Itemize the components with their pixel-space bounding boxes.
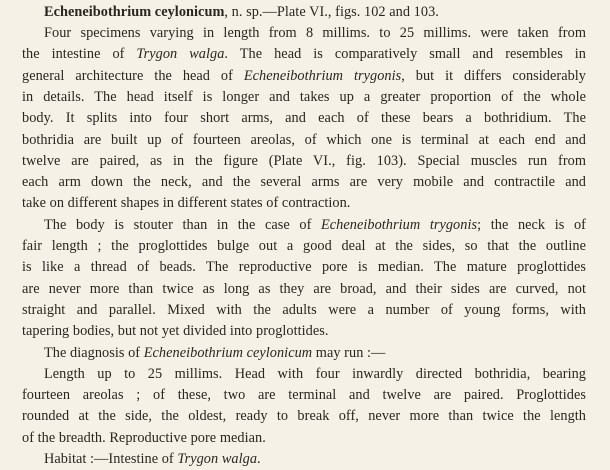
- text-line: [22, 385, 586, 406]
- text-run: The body is stouter than in the case of: [44, 216, 321, 233]
- text-run: body. It splits into four short arms, and each of these bears a bothridium. The: [22, 110, 586, 127]
- text-line: [22, 279, 586, 300]
- text-run: in details. The head itself is longer and takes up a greater proportion of the whole: [22, 88, 586, 105]
- species-name: Echeneibothrium ceylonicum: [44, 4, 225, 20]
- text-line: [22, 321, 329, 342]
- text-run: straight and parallel. Mixed with the adults were a number of young forms, with: [22, 301, 586, 318]
- text-run: are never more than twice as long as they are broad, and their sides are curved, not: [22, 280, 586, 297]
- text-run: general architecture the head of: [22, 67, 244, 84]
- text-run: .: [257, 451, 261, 467]
- text-line: [22, 44, 586, 65]
- heading-plate-reference: , n. sp.—Plate VI., figs. 102 and 103.: [224, 4, 439, 20]
- text-line: [22, 406, 586, 427]
- text-run: The diagnosis of: [44, 344, 144, 361]
- text-line: [44, 343, 385, 364]
- text-run: of the breadth. Reproductive pore median.: [22, 429, 266, 446]
- text-run: each arm down the neck, and the several arms are very mobile and contractile and: [22, 174, 586, 191]
- text-line: [22, 193, 350, 214]
- text-line: [22, 236, 586, 257]
- text-run: is like a thread of beads. The reproductive pore is median. The mature proglottides: [22, 259, 586, 276]
- text-run: may run :—: [312, 344, 386, 361]
- text-line: [44, 364, 586, 385]
- text-line: [22, 108, 586, 129]
- text-line: [44, 449, 261, 470]
- text-line: [22, 66, 586, 87]
- italic-taxon-name: Trygon walga: [177, 451, 258, 467]
- italic-taxon-name: Echeneibothrium trygonis: [243, 67, 402, 84]
- text-run: fair length ; the proglottides bulge out a good deal at the sides, so that the outline: [22, 238, 586, 254]
- text-run: the intestine of: [22, 46, 137, 63]
- text-run: , but it differs considerably: [401, 67, 587, 84]
- text-run: twelve are paired, as in the figure (Plate VI., fig. 103). Special muscles run from: [22, 152, 586, 169]
- italic-taxon-name: Trygon walga: [136, 46, 225, 63]
- text-run: ; the neck is of: [477, 216, 586, 233]
- text-run: Habitat :—Intestine of: [44, 451, 178, 467]
- species-heading: [44, 2, 439, 23]
- text-line: [22, 130, 586, 151]
- text-line: [22, 300, 586, 321]
- text-line: [22, 428, 266, 449]
- text-line: [44, 215, 586, 236]
- italic-taxon-name: Echeneibothrium trygonis: [321, 216, 478, 233]
- text-run: bothridia are built up of fourteen areolas, of which one is terminal at each end and: [22, 131, 586, 148]
- text-run: fourteen areolas ; of these, two are terminal and twelve are paired. Proglottides: [22, 387, 586, 404]
- text-line: [44, 23, 586, 44]
- text-run: tapering bodies, but not yet divided into proglottides.: [22, 323, 329, 340]
- text-run: Four specimens varying in length from 8 millims. to 25 millims. were taken from: [44, 25, 586, 41]
- text-run: . The head is comparatively small and resembles in: [224, 46, 586, 63]
- text-run: rounded at the side, the oldest, ready to break off, never more than twice the length: [22, 408, 586, 425]
- text-run: Length up to 25 millims. Head with four inwardly directed bothridia, bearing: [44, 365, 586, 382]
- text-line: [22, 172, 586, 193]
- text-line: [22, 151, 586, 172]
- italic-taxon-name: Echeneibothrium ceylonicum: [143, 344, 313, 361]
- text-run: take on different shapes in different states of contraction.: [22, 195, 351, 212]
- text-line: [22, 257, 586, 278]
- text-line: [22, 87, 586, 108]
